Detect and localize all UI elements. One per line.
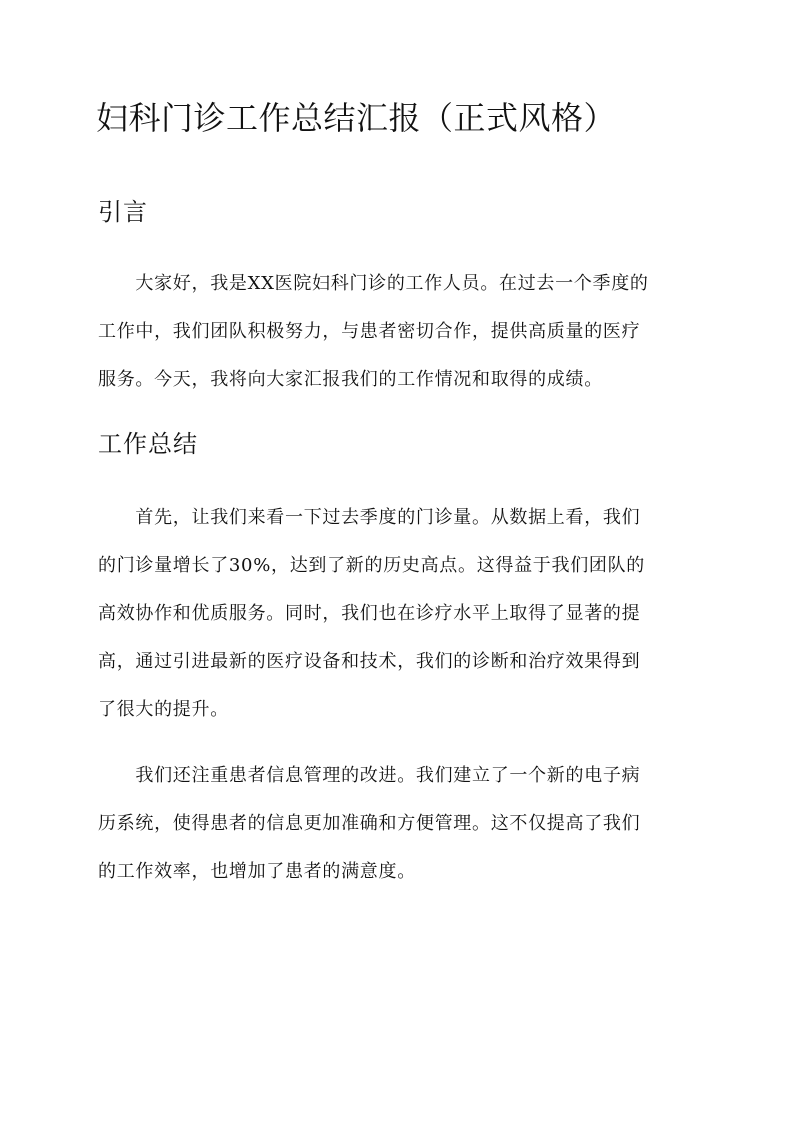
paragraph-line: 的工作效率，也增加了患者的满意度。	[98, 861, 416, 882]
section-heading-work-summary: 工作总结	[98, 430, 198, 458]
paragraph-line: 高效协作和优质服务。同时，我们也在诊疗水平上取得了显著的提	[98, 603, 641, 624]
work-summary-paragraph-1	[98, 494, 702, 734]
paragraph-line: 高，通过引进最新的医疗设备和技术，我们的诊断和治疗效果得到	[98, 651, 641, 672]
paragraph-line: 我们还注重患者信息管理的改进。我们建立了一个新的电子病	[98, 765, 641, 786]
paragraph-line: 历系统，使得患者的信息更加准确和方便管理。这不仅提高了我们	[98, 813, 641, 834]
paragraph-line: 大家好，我是XX医院妇科门诊的工作人员。在过去一个季度的	[98, 273, 649, 294]
document-title: 妇科门诊工作总结汇报（正式风格）	[96, 99, 617, 137]
paragraph-line: 工作中，我们团队积极努力，与患者密切合作，提供高质量的医疗	[98, 321, 641, 342]
paragraph-line: 了很大的提升。	[98, 699, 229, 720]
section-heading-introduction: 引言	[98, 198, 148, 226]
work-summary-paragraph-2	[98, 752, 702, 896]
paragraph-line: 的门诊量增长了30%，达到了新的历史高点。这得益于我们团队的	[98, 555, 646, 576]
paragraph-line: 服务。今天，我将向大家汇报我们的工作情况和取得的成绩。	[98, 369, 603, 390]
paragraph-line: 首先，让我们来看一下过去季度的门诊量。从数据上看，我们	[98, 507, 641, 528]
introduction-paragraph	[98, 260, 702, 404]
